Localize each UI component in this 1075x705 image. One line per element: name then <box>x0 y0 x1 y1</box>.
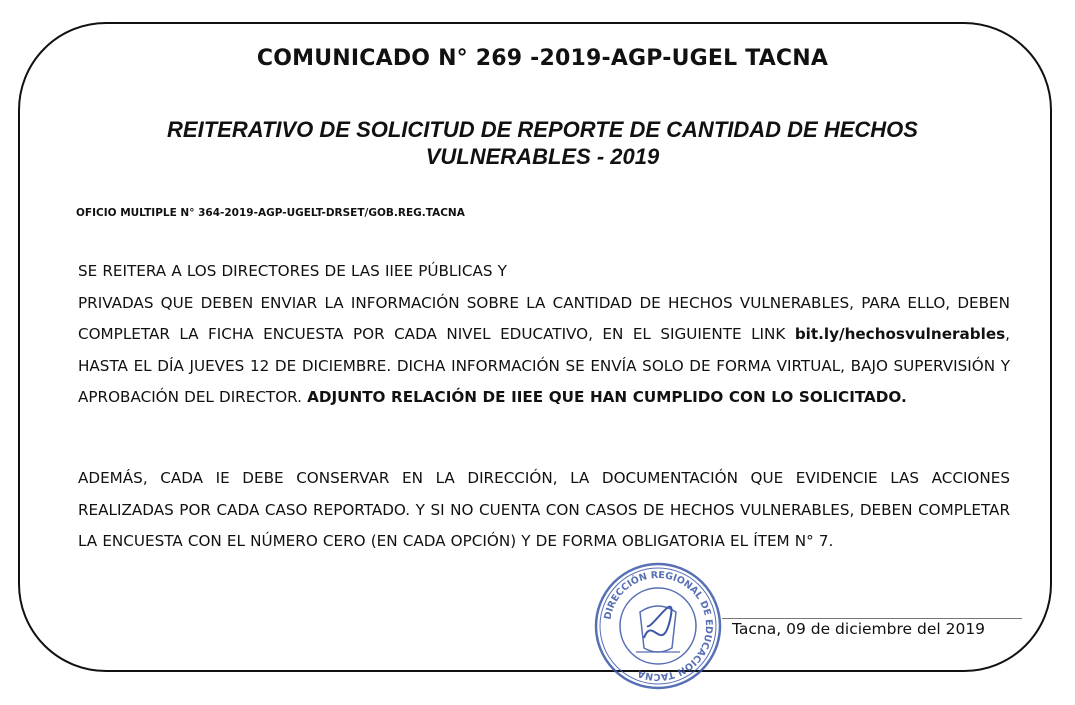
document-title: COMUNICADO N° 269 -2019-AGP-UGEL TACNA <box>256 46 829 71</box>
signature-line <box>722 618 1022 619</box>
oficio-reference: OFICIO MULTIPLE N° 364-2019-AGP-UGELT-DRSET/GOB.REG.TACNA <box>76 207 465 219</box>
stamp-ring-text: DIRECCIÓN REGIONAL DE EDUCACIÓN TACNA <box>602 569 715 683</box>
document-date: Tacna, 09 de diciembre del 2019 <box>732 620 986 638</box>
official-stamp <box>592 560 724 692</box>
survey-link[interactable]: bit.ly/hechosvulnerables <box>794 325 1006 343</box>
paragraph-2: ADEMÁS, CADA IE DEBE CONSERVAR EN LA DIRECCIÓN, LA DOCUMENTACIÓN QUE EVIDENCIE LAS ACCIONES REALIZADAS POR CADA CASO REPORTADO. Y SI NO CUENTA CON CASOS DE HECHOS VULNERABLES, DEBEN COMPLETAR LA ENCUESTA CON EL NÚMERO CERO (EN CADA OPCIÓN) Y DE FORMA OBLIGATORIA EL ÍTEM N° 7. <box>78 469 1010 550</box>
subtitle-line-2: VULNERABLES - 2019 <box>425 144 660 169</box>
document-subtitle <box>120 116 965 170</box>
paragraph-1-bold-note: ADJUNTO RELACIÓN DE IIEE QUE HAN CUMPLIDO CON LO SOLICITADO. <box>307 388 907 406</box>
stamp-seal-icon <box>592 560 724 692</box>
svg-text:DIRECCIÓN REGIONAL DE EDUCACIÓ <box>602 570 714 682</box>
paragraph-1-first-line: SE REITERA A LOS DIRECTORES DE LAS IIEE PÚBLICAS Y <box>78 262 507 280</box>
paragraph-1 <box>78 256 1010 414</box>
subtitle-line-1: REITERATIVO DE SOLICITUD DE REPORTE DE CANTIDAD DE HECHOS <box>167 117 918 142</box>
paragraph-1-text-b: , HASTA EL DÍA JUEVES 12 DE DICIEMBRE. DICHA INFORMACIÓN SE ENVÍA SOLO DE FORMA VIRTUAL, BAJO SUPERVISIÓN Y APROBACIÓN DEL DIRECTOR. <box>78 325 1010 406</box>
paragraph-1-text-a: PRIVADAS QUE DEBEN ENVIAR LA INFORMACIÓN SOBRE LA CANTIDAD DE HECHOS VULNERABLES, PARA ELLO, DEBEN COMPLETAR LA FICHA ENCUESTA POR CADA NIVEL EDUCATIVO, EN EL SIGUIENTE LINK <box>78 293 1010 343</box>
